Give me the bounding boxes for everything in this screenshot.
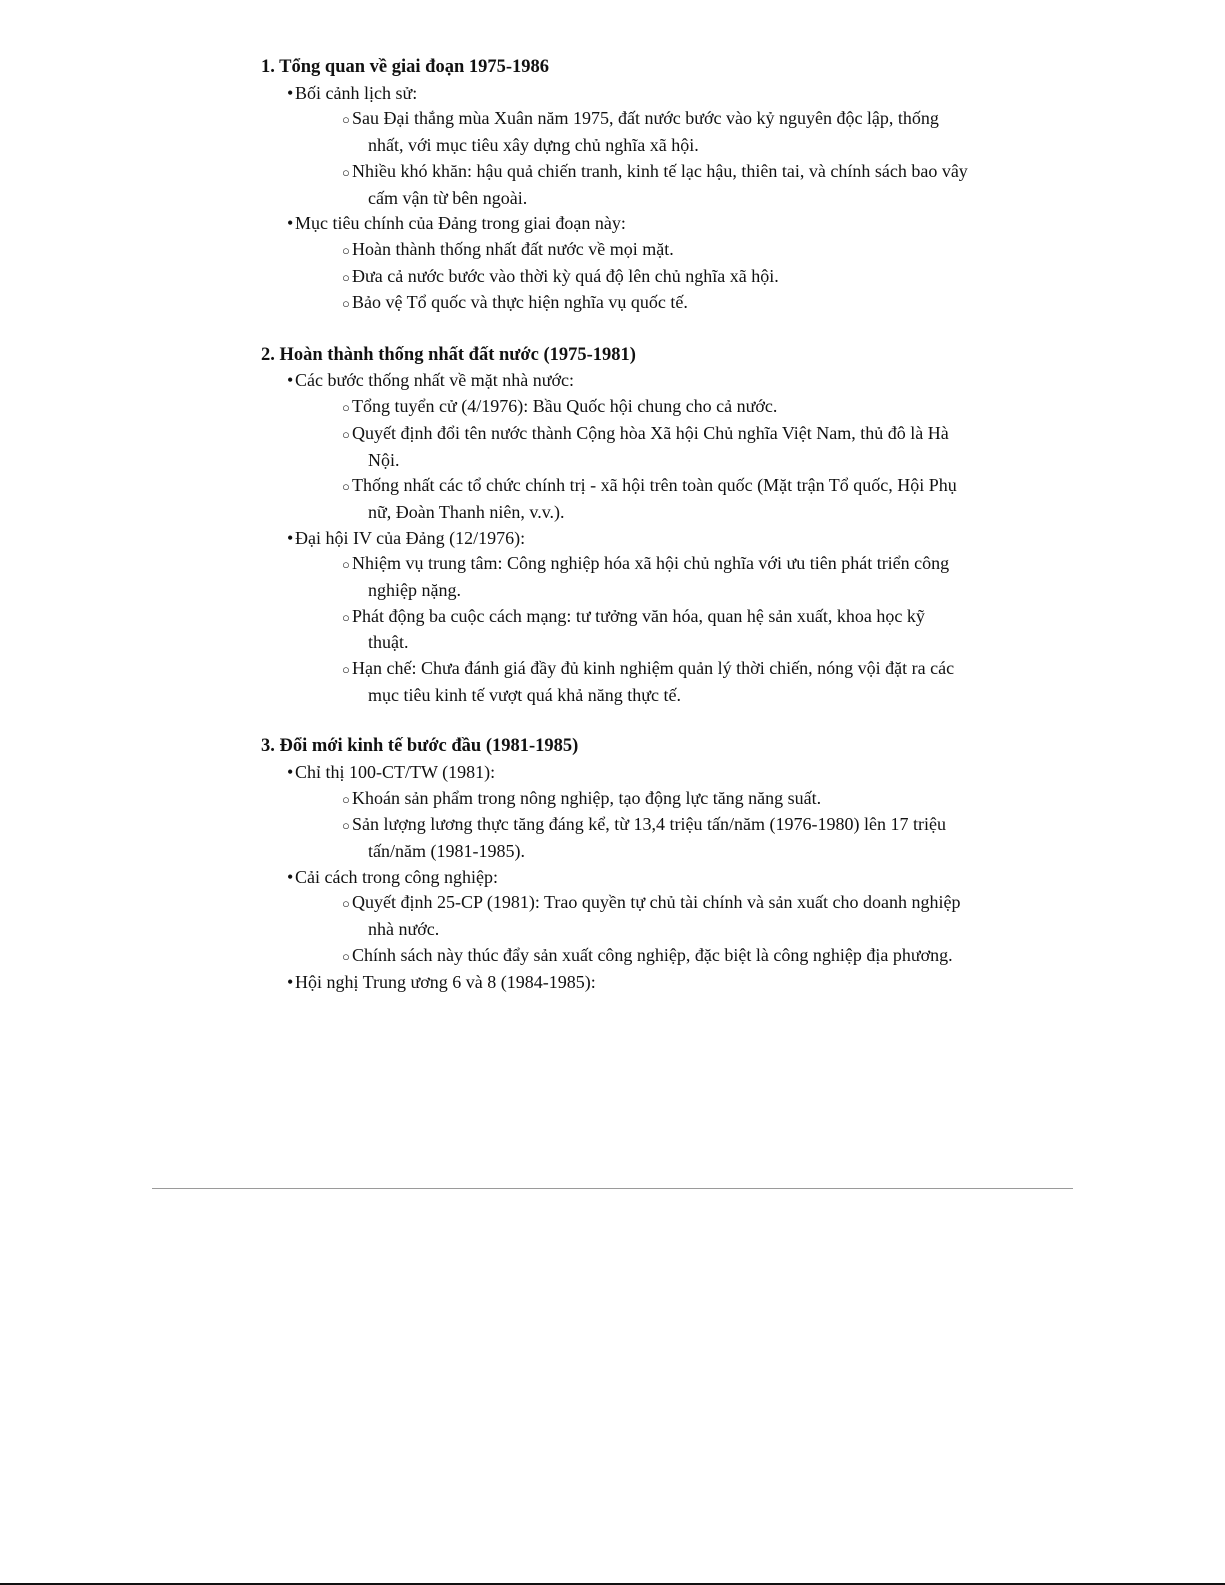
section-title: 1. Tổng quan về giai đoạn 1975-1986 <box>261 57 550 77</box>
sub-bullet-text: Bảo vệ Tổ quốc và thực hiện nghĩa vụ quốc tế. <box>352 292 688 313</box>
bullet-icon: • <box>287 82 294 103</box>
circle-bullet-icon: ○ <box>342 112 350 128</box>
section-title: 2. Hoàn thành thống nhất đất nước (1975-1981) <box>261 344 636 365</box>
sub-bullet-item <box>342 106 968 158</box>
section-title: 3. Đổi mới kinh tế bước đầu (1981-1985) <box>261 736 579 757</box>
sub-bullet-text: Sau Đại thắng mùa Xuân năm 1975, đất nước bước vào kỷ nguyên độc lập, thống nhất, với mục tiêu xây dựng chủ nghĩa xã hội. <box>352 108 939 156</box>
bullet-text: Bối cảnh lịch sử: <box>295 82 418 103</box>
sub-bullet-item <box>342 812 968 864</box>
sub-bullet-item <box>342 394 968 421</box>
sub-bullet-item <box>342 290 968 317</box>
circle-bullet-icon: ○ <box>342 242 350 258</box>
sub-bullet-item <box>342 656 968 708</box>
bullet-icon: • <box>287 761 294 782</box>
sub-bullet-item <box>342 890 968 942</box>
bullet-icon: • <box>287 370 294 391</box>
circle-bullet-icon: ○ <box>342 426 350 442</box>
sub-bullet-text: Nhiều khó khăn: hậu quả chiến tranh, kinh tế lạc hậu, thiên tai, và chính sách bao vây cấm vận từ bên ngoài. <box>352 160 968 208</box>
bullet-item <box>287 368 1225 394</box>
circle-bullet-icon: ○ <box>342 479 350 495</box>
sub-bullet-text: Đưa cả nước bước vào thời kỳ quá độ lên chủ nghĩa xã hội. <box>352 265 779 286</box>
sub-bullet-text: Thống nhất các tổ chức chính trị - xã hội trên toàn quốc (Mặt trận Tổ quốc, Hội Phụ nữ, Đoàn Thanh niên, v.v.). <box>352 475 957 522</box>
section-3 <box>0 734 1225 995</box>
sub-bullet-item <box>342 786 968 813</box>
circle-bullet-icon: ○ <box>342 557 350 573</box>
bullet-text: Đại hội IV của Đảng (12/1976): <box>295 527 526 548</box>
circle-bullet-icon: ○ <box>342 609 350 625</box>
circle-bullet-icon: ○ <box>342 791 350 807</box>
sub-bullet-item <box>342 473 968 525</box>
bullet-text: Chỉ thị 100-CT/TW (1981): <box>295 761 496 782</box>
bullet-icon: • <box>287 527 294 548</box>
circle-bullet-icon: ○ <box>342 296 350 312</box>
sub-bullet-item <box>342 237 968 264</box>
sub-bullet-text: Chính sách này thúc đẩy sản xuất công nghiệp, đặc biệt là công nghiệp địa phương. <box>352 944 953 965</box>
circle-bullet-icon: ○ <box>342 400 350 416</box>
circle-bullet-icon: ○ <box>342 948 350 964</box>
bullet-text: Cải cách trong công nghiệp: <box>295 866 498 887</box>
sub-bullet-item <box>342 551 968 603</box>
bullet-icon: • <box>287 971 294 992</box>
bullet-item <box>287 865 1225 891</box>
bullet-text: Hội nghị Trung ương 6 và 8 (1984-1985): <box>295 971 596 992</box>
circle-bullet-icon: ○ <box>342 164 350 180</box>
bullet-text: Các bước thống nhất về mặt nhà nước: <box>295 370 574 391</box>
bullet-item <box>287 526 1225 552</box>
sub-bullet-item <box>342 264 968 291</box>
sub-bullet-item <box>342 159 968 211</box>
sub-bullet-item <box>342 604 968 656</box>
bullet-icon: • <box>287 213 294 234</box>
section-1 <box>0 55 1225 317</box>
bullet-icon: • <box>287 866 294 887</box>
sub-bullet-text: Nhiệm vụ trung tâm: Công nghiệp hóa xã hội chủ nghĩa với ưu tiên phát triển công nghiệp nặng. <box>352 553 950 601</box>
bullet-item <box>287 760 1225 786</box>
sub-bullet-item <box>342 943 968 970</box>
sub-bullet-text: Phát động ba cuộc cách mạng: tư tưởng văn hóa, quan hệ sản xuất, khoa học kỹ thuật. <box>352 605 925 653</box>
circle-bullet-icon: ○ <box>342 896 350 912</box>
sub-bullet-text: Hoàn thành thống nhất đất nước về mọi mặt. <box>352 238 674 259</box>
section-2 <box>0 343 1225 709</box>
page-divider <box>152 1188 1073 1189</box>
circle-bullet-icon: ○ <box>342 662 350 678</box>
bullet-item <box>287 970 1225 996</box>
sub-bullet-text: Tổng tuyển cử (4/1976): Bầu Quốc hội chung cho cả nước. <box>352 396 778 417</box>
bullet-text: Mục tiêu chính của Đảng trong giai đoạn này: <box>295 213 626 234</box>
sub-bullet-text: Quyết định đổi tên nước thành Cộng hòa Xã hội Chủ nghĩa Việt Nam, thủ đô là Hà Nội. <box>352 422 949 470</box>
sub-bullet-text: Khoán sản phẩm trong nông nghiệp, tạo động lực tăng năng suất. <box>352 787 822 808</box>
bullet-item <box>287 81 1225 107</box>
sub-bullet-item <box>342 421 968 473</box>
bullet-item <box>287 211 1225 237</box>
sub-bullet-text: Sản lượng lương thực tăng đáng kể, từ 13,4 triệu tấn/năm (1976-1980) lên 17 triệu tấn/năm (1981-1985). <box>352 814 946 862</box>
circle-bullet-icon: ○ <box>342 269 350 285</box>
sub-bullet-text: Quyết định 25-CP (1981): Trao quyền tự chủ tài chính và sản xuất cho doanh nghiệp nhà nước. <box>352 892 961 940</box>
sub-bullet-text: Hạn chế: Chưa đánh giá đầy đủ kinh nghiệm quản lý thời chiến, nóng vội đặt ra các mục tiêu kinh tế vượt quá khả năng thực tế. <box>352 658 955 705</box>
circle-bullet-icon: ○ <box>342 818 350 834</box>
document-body <box>0 55 1225 995</box>
